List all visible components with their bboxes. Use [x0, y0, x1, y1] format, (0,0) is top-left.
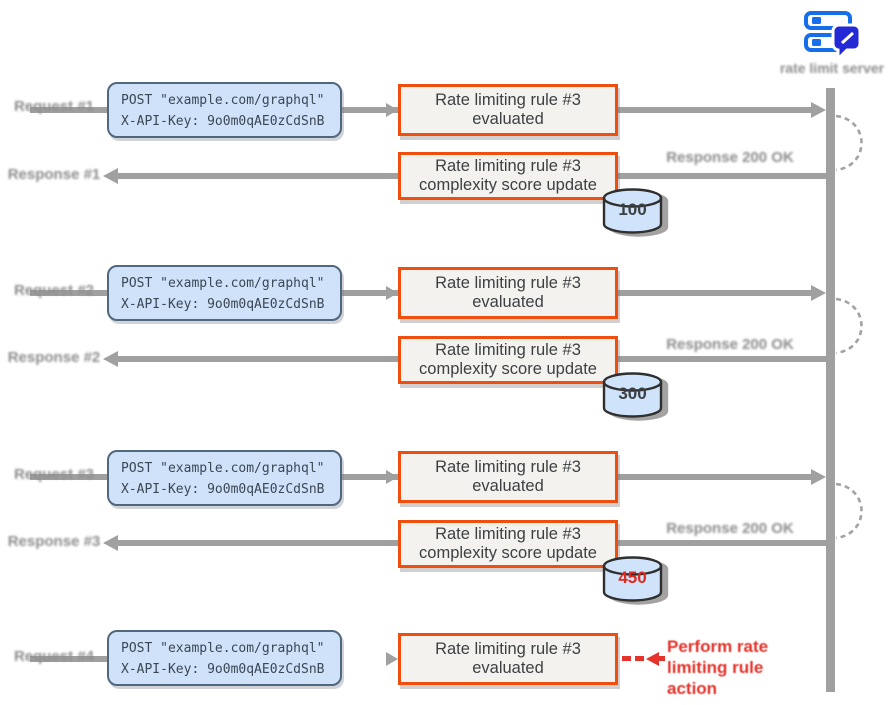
- arrowhead-right: [386, 470, 398, 484]
- request-post-line: POST "example.com/graphql": [121, 461, 325, 476]
- graphql-request-box: [107, 630, 342, 686]
- request-label: Request #1: [13, 98, 95, 115]
- request-post-line: POST "example.com/graphql": [121, 93, 325, 108]
- request-label: Request #3: [13, 466, 95, 483]
- complexity-score-value: 300: [618, 384, 647, 403]
- request-post-line: POST "example.com/graphql": [121, 276, 325, 291]
- complexity-score-value-exceeded: 450: [618, 568, 647, 587]
- arrowhead-left: [103, 351, 118, 367]
- action-arrow-dash: [622, 656, 631, 661]
- graphql-request-box: [107, 82, 342, 138]
- arrowhead-right: [811, 102, 826, 118]
- complexity-counter: [602, 372, 663, 418]
- arrowhead-right: [386, 103, 398, 117]
- arrowhead-left: [103, 535, 118, 551]
- rule-evaluated-box: Rate limiting rule #3 evaluated: [398, 451, 618, 503]
- arrowhead-right: [386, 652, 398, 666]
- server-lifeline: [826, 88, 835, 692]
- complexity-score-value: 100: [618, 200, 647, 219]
- rule-evaluated-box: Rate limiting rule #3 evaluated: [398, 267, 618, 319]
- graphql-request-box: [107, 450, 342, 506]
- action-arrow-tail: [657, 656, 665, 661]
- complexity-counter: [602, 188, 663, 234]
- complexity-counter: [602, 556, 663, 602]
- processing-arc: [834, 112, 876, 176]
- arrowhead-right: [811, 285, 826, 301]
- arrowhead-left: [103, 168, 118, 184]
- rate-limit-server-label: rate limit server: [779, 60, 885, 76]
- request-apikey-line: X-API-Key: 9o0m0qAE0zCdSnB: [121, 662, 325, 677]
- request-apikey-line: X-API-Key: 9o0m0qAE0zCdSnB: [121, 114, 325, 129]
- processing-arc: [834, 295, 876, 359]
- response-note: Response 200 OK: [666, 520, 794, 537]
- request-label: Request #4: [13, 648, 95, 665]
- request-apikey-line: X-API-Key: 9o0m0qAE0zCdSnB: [121, 297, 325, 312]
- rate-limit-action-note: Perform rate limiting rule action: [667, 637, 769, 698]
- response-label: Response #2: [7, 349, 101, 366]
- arrowhead-right: [811, 469, 826, 485]
- processing-arc: [834, 480, 876, 544]
- response-note: Response 200 OK: [666, 149, 794, 166]
- action-arrow-dash: [635, 656, 644, 661]
- request-apikey-line: X-API-Key: 9o0m0qAE0zCdSnB: [121, 482, 325, 497]
- response-label: Response #3: [7, 533, 101, 550]
- rule-evaluated-box: Rate limiting rule #3 evaluated: [398, 84, 618, 136]
- graphql-request-box: [107, 265, 342, 321]
- request-label: Request #2: [13, 282, 95, 299]
- complexity-update-box: Rate limiting rule #3 complexity score update: [398, 152, 618, 200]
- rate-limit-server-icon: [802, 6, 864, 67]
- complexity-update-box: Rate limiting rule #3 complexity score update: [398, 336, 618, 384]
- complexity-update-box: Rate limiting rule #3 complexity score update: [398, 520, 618, 568]
- rule-evaluated-box: Rate limiting rule #3 evaluated: [398, 633, 618, 685]
- response-label: Response #1: [7, 166, 101, 183]
- arrowhead-right: [386, 286, 398, 300]
- response-note: Response 200 OK: [666, 336, 794, 353]
- request-post-line: POST "example.com/graphql": [121, 641, 325, 656]
